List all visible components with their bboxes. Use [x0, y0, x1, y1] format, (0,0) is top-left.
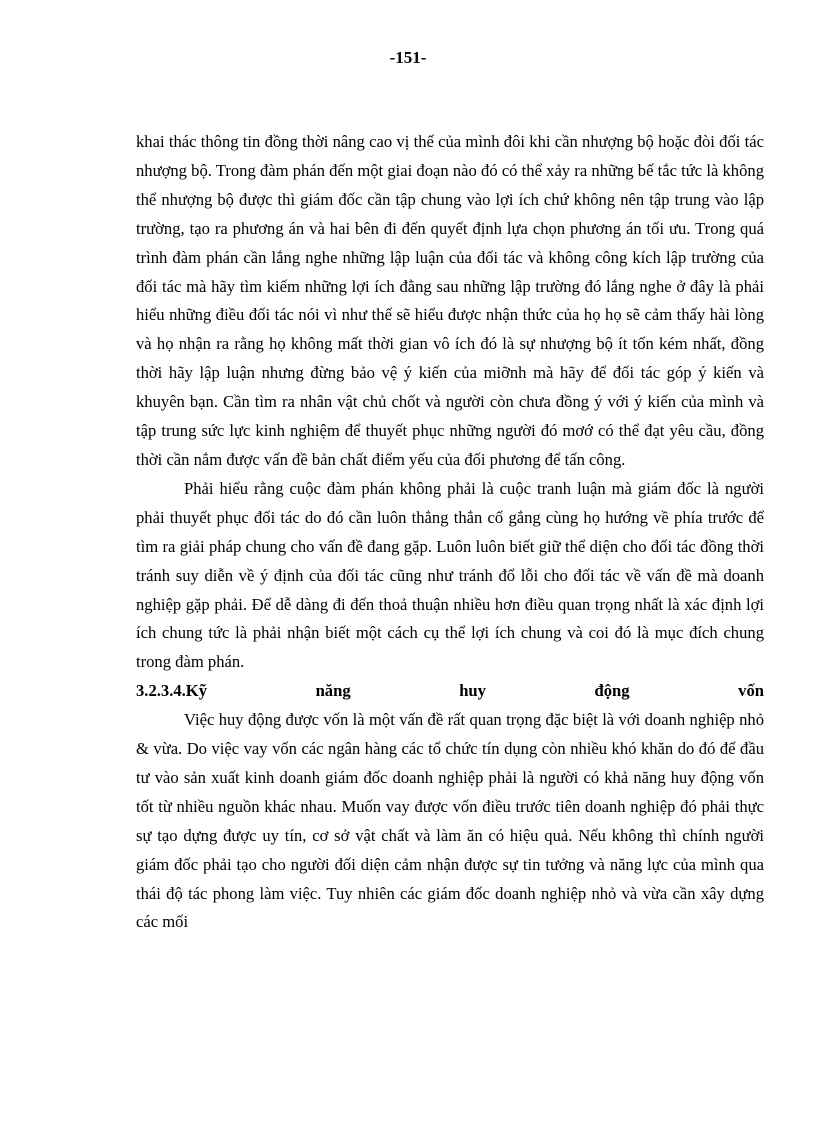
heading-word-number: 3.2.3.4.Kỹ	[136, 681, 207, 701]
paragraph-capital-raising: Việc huy động được vốn là một vấn đề rất quan trọng đặc biệt là với doanh nghiệp nhỏ & vừa. Do việc vay vốn các ngân hàng các tổ chức tín dụng còn nhiều khó khăn do đó để đầu tư vào sản xuất kinh doanh giám đốc doanh nghiệp phải là người có khả năng huy động vốn tốt từ nhiều nguồn khác nhau. Muốn vay được vốn điều trước tiên doanh nghiệp đó phải thực sự tạo dựng được uy tín, cơ sở vật chất và làm ăn có hiệu quả. Nếu không thì chính người giám đốc phải tạo cho người đối diện cảm nhận được sự tin tưởng và năng lực của mình qua thái độ tác phong làm việc. Tuy nhiên các giám đốc doanh nghiệp nhỏ và vừa cần xây dựng các mối	[136, 710, 764, 932]
heading-word-2: năng	[315, 681, 351, 701]
heading-word-4: động	[594, 681, 630, 701]
paragraph-negotiation-continued: khai thác thông tin đồng thời nâng cao vị thế của mình đôi khi cần nhượng bộ hoặc đòi đối tác nhượng bộ. Trong đàm phán đến một giai đoạn nào đó có thể xảy ra những bế tắc tức là không thể nhượng bộ được thì giám đốc cần tập chung vào lợi ích chứ không nên tập trung vào lập trường, tạo ra phương án và hai bên đi đến quyết định lựa chọn phương án tối ưu. Trong quá trình đàm phán cần lắng nghe những lập luận của đối tác và không công kích lập trường của đối tác mà hãy tìm kiếm những lợi ích đằng sau những lập trường đó lắng nghe ở đây là phải hiểu những điều đối tác nói vì như thế sẽ hiểu được nhận thức của họ họ sẽ cảm thấy hài lòng và họ nhận ra rằng họ không mất thời gian vô ích đó là sự nhượng bộ ít tốn kém nhất, đồng thời hãy lập luận nhưng đừng bảo vệ ý kiến của miỡnh mà hãy để đối tác góp ý kiến và khuyên bạn. Cần tìm ra nhân vật chủ chốt và người còn chưa đồng ý với ý kiến của mình và tập trung sức lực kinh nghiệm để thuyết phục những người đó mơớ có thể đạt yêu cầu, đồng thời cần nắm được vấn đề bản chất điểm yếu của đối phương để tấn công.	[136, 132, 764, 469]
heading-word-5: vốn	[738, 681, 764, 701]
paragraph-negotiation-mindset: Phải hiểu rằng cuộc đàm phán không phải là cuộc tranh luận mà giám đốc là người phải thuyết phục đối tác do đó cần luôn thẳng thắn cố gắng cùng họ hướng về phía trước để tìm ra giải pháp chung cho vấn đề đang gặp. Luôn luôn biết giữ thể diện cho đối tác đồng thời tránh suy diễn về ý định của đối tác cũng như tránh đổ lỗi cho đối tác về vấn đề mà doanh nghiệp gặp phải. Để dễ dàng đi đến thoả thuận nhiều hơn điều quan trọng nhất là xác định lợi ích chung tức là phải nhận biết một cách cụ thể lợi ích chung và coi đó là mục đích chung trong đàm phán.	[136, 478, 764, 672]
heading-word-3: huy	[459, 681, 486, 701]
page-number: -151-	[389, 48, 427, 67]
section-heading-capital-raising	[136, 677, 764, 706]
document-body	[136, 128, 764, 937]
